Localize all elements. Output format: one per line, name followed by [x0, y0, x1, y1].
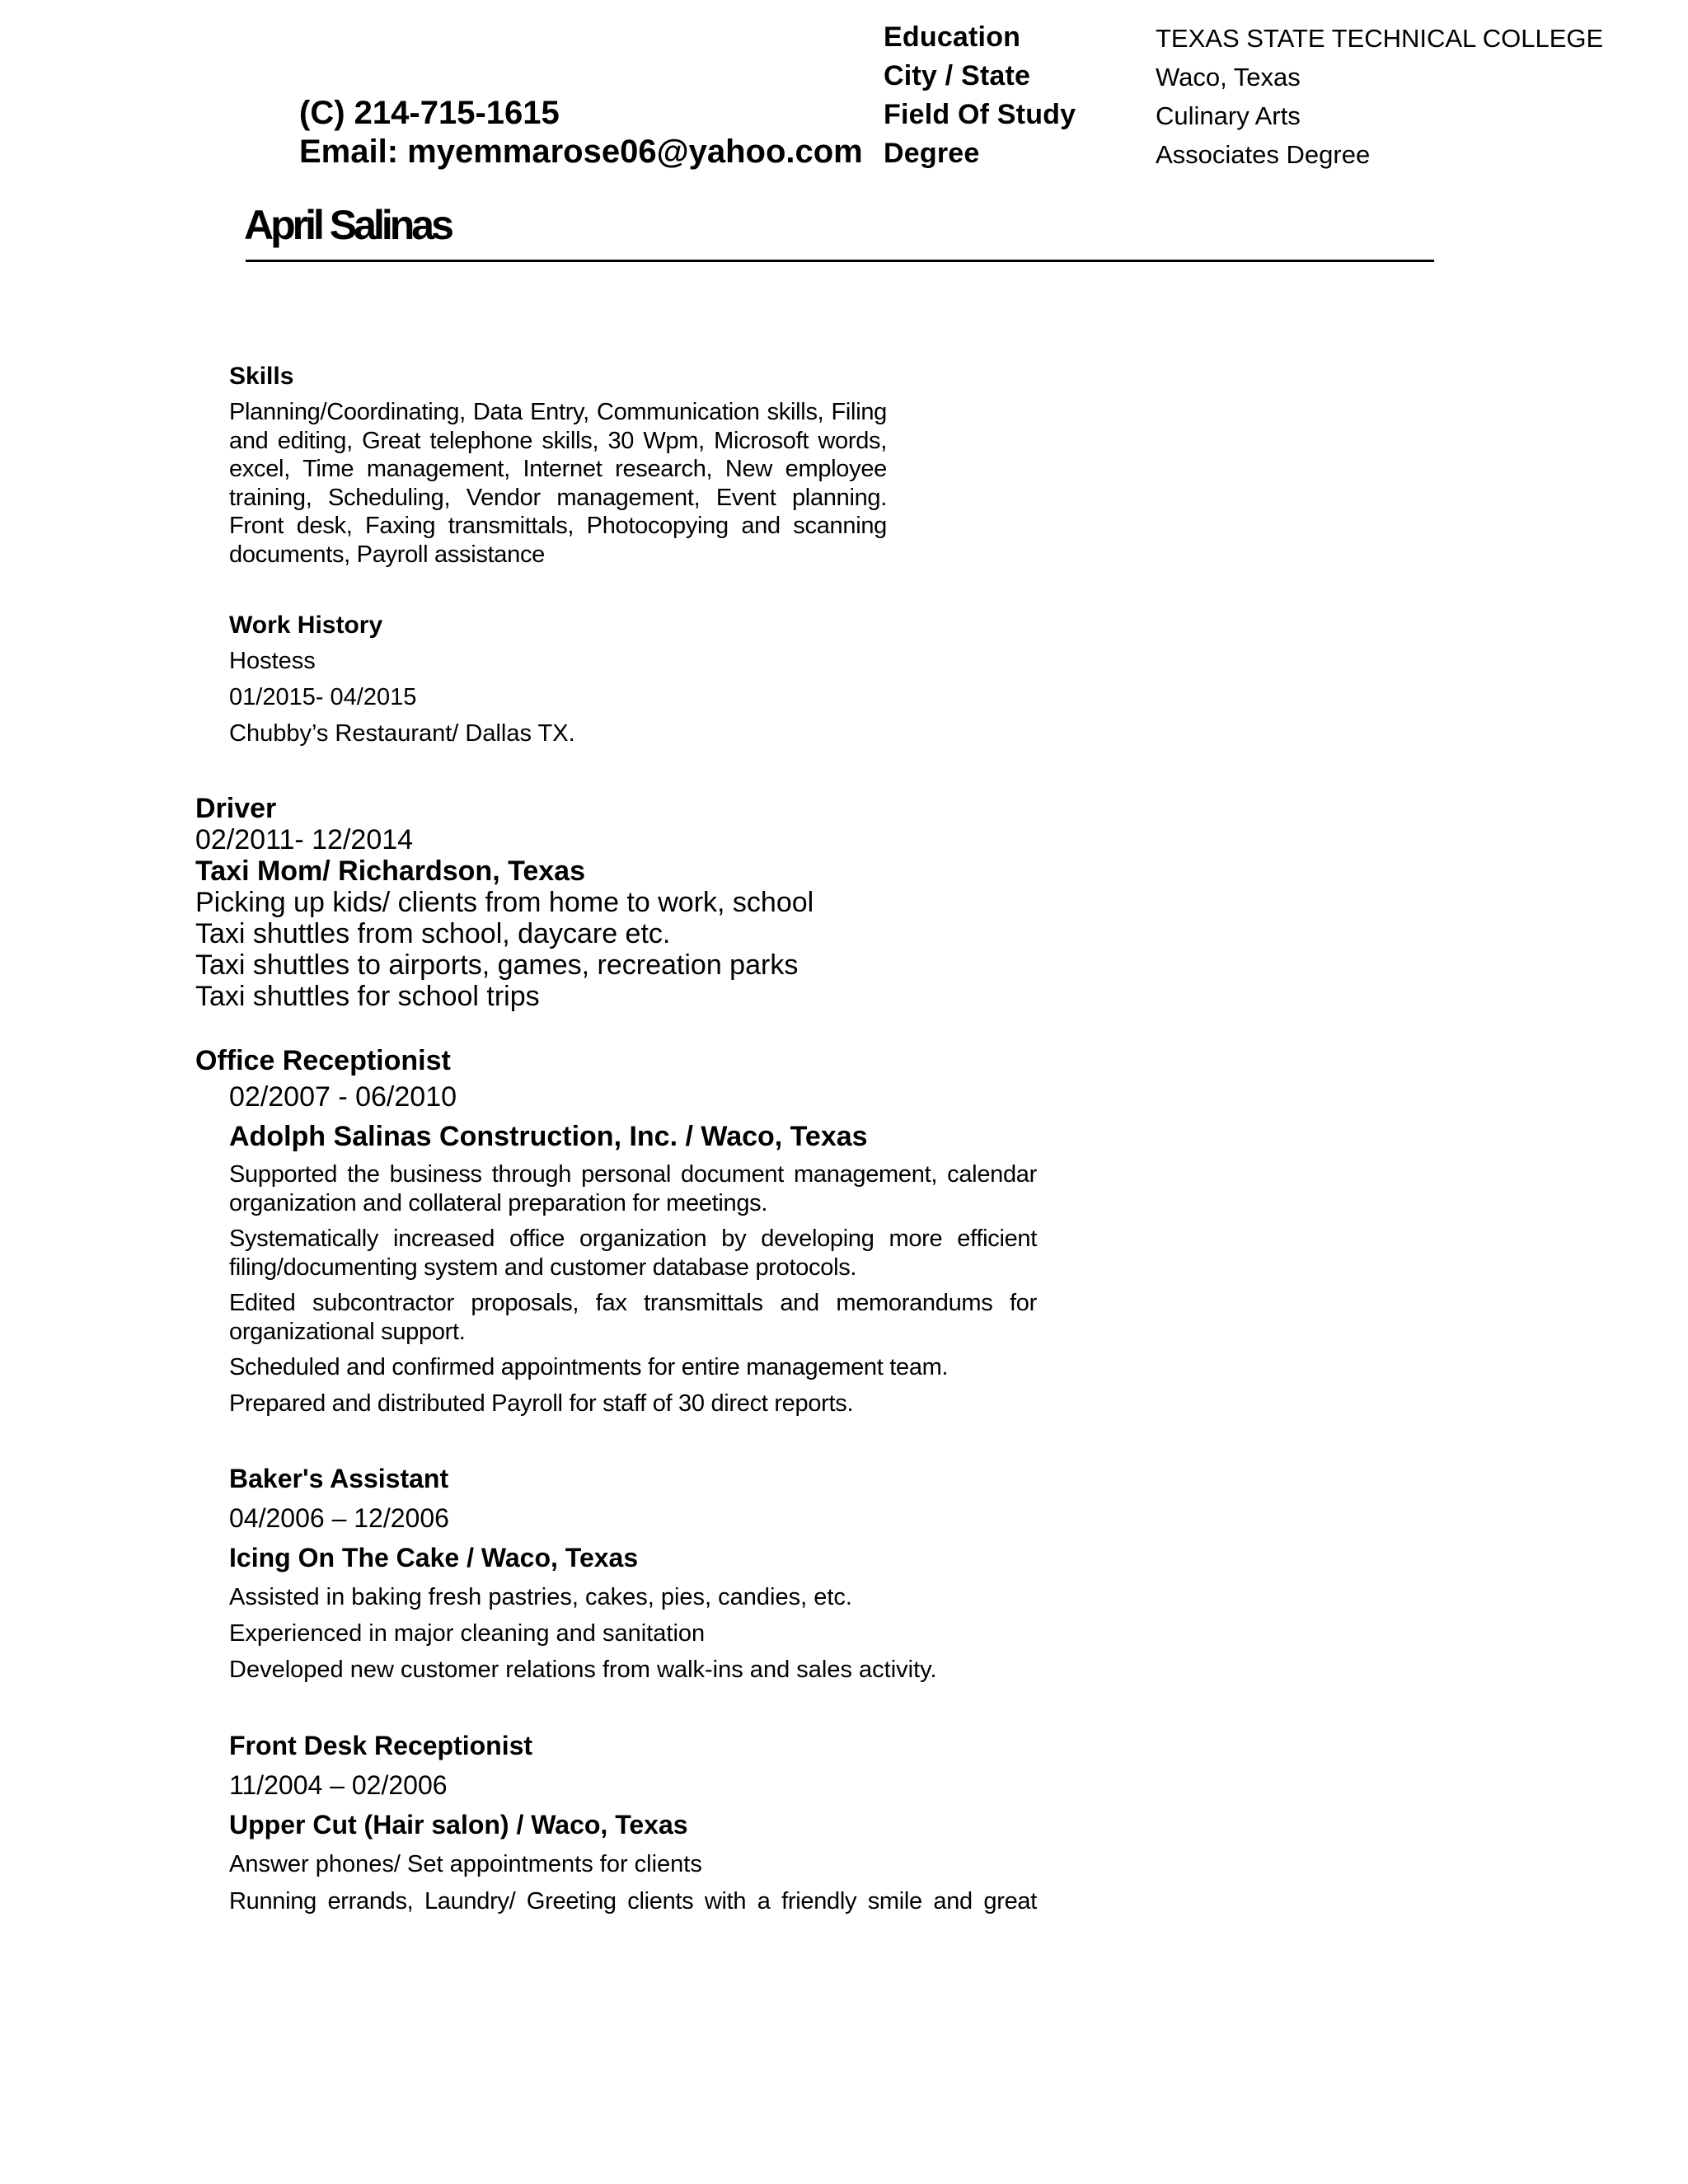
- driver-title: Driver: [195, 793, 277, 824]
- bakers-assistant-bullet: Developed new customer relations from walk-ins and sales activity.: [229, 1657, 937, 1683]
- contact-phone: (C) 214-715-1615: [299, 95, 560, 131]
- front-desk-employer: Upper Cut (Hair salon) / Waco, Texas: [229, 1810, 688, 1840]
- hostess-employer: Chubby’s Restaurant/ Dallas TX.: [229, 720, 575, 747]
- skills-text: Planning/Coordinating, Data Entry, Communication skills, Filing and editing, Great telephone skills, 30 Wpm, Microsoft words, excel, Time management, Internet research, New employee training, Scheduling, Vendor management, Event planning. Front desk, Faxing transmittals, Photocopying and scanning documents, Payroll assistance: [229, 399, 887, 568]
- degree-label: Degree: [884, 138, 980, 169]
- driver-dates: 02/2011- 12/2014: [195, 824, 414, 855]
- driver-bullet: Taxi shuttles to airports, games, recreation parks: [195, 949, 799, 981]
- front-desk-bullet: Answer phones/ Set appointments for clients: [229, 1851, 702, 1877]
- front-desk-dates: 11/2004 – 02/2006: [229, 1770, 448, 1800]
- name-divider: [246, 260, 1434, 262]
- city-state-label: City / State: [884, 60, 1031, 91]
- bakers-assistant-title: Baker's Assistant: [229, 1464, 449, 1493]
- contact-email: Email: myemmarose06@yahoo.com: [299, 134, 863, 170]
- degree-value: Associates Degree: [1156, 140, 1371, 169]
- office-receptionist-bullet: Prepared and distributed Payroll for staff of 30 direct reports.: [229, 1390, 854, 1417]
- bakers-assistant-dates: 04/2006 – 12/2006: [229, 1503, 449, 1533]
- field-of-study-value: Culinary Arts: [1156, 101, 1301, 130]
- education-label: Education: [884, 21, 1021, 53]
- hostess-dates: 01/2015- 04/2015: [229, 684, 417, 710]
- candidate-name: April Salinas: [244, 202, 451, 248]
- driver-bullet: Taxi shuttles for school trips: [195, 981, 540, 1012]
- front-desk-bullet: Running errands, Laundry/ Greeting clients with a friendly smile and great: [229, 1888, 1037, 1915]
- office-receptionist-bullet: Supported the business through personal document management, calendar organization and collateral preparation for meetings.: [229, 1161, 1037, 1216]
- office-receptionist-bullet: Scheduled and confirmed appointments for entire management team.: [229, 1354, 949, 1380]
- bakers-assistant-employer: Icing On The Cake / Waco, Texas: [229, 1543, 639, 1572]
- field-of-study-label: Field Of Study: [884, 99, 1076, 130]
- office-receptionist-bullet: Edited subcontractor proposals, fax transmittals and memorandums for organizational support.: [229, 1290, 1037, 1345]
- bakers-assistant-bullet: Assisted in baking fresh pastries, cakes, pies, candies, etc.: [229, 1584, 852, 1610]
- office-receptionist-employer: Adolph Salinas Construction, Inc. / Waco, Texas: [229, 1121, 868, 1152]
- city-state-value: Waco, Texas: [1156, 63, 1301, 91]
- office-receptionist-dates: 02/2007 - 06/2010: [229, 1081, 457, 1113]
- driver-employer: Taxi Mom/ Richardson, Texas: [195, 855, 585, 887]
- skills-heading: Skills: [229, 363, 294, 390]
- education-value: TEXAS STATE TECHNICAL COLLEGE: [1156, 24, 1604, 53]
- front-desk-title: Front Desk Receptionist: [229, 1731, 533, 1760]
- driver-bullet: Taxi shuttles from school, daycare etc.: [195, 918, 671, 949]
- office-receptionist-title: Office Receptionist: [195, 1045, 451, 1076]
- driver-bullet: Picking up kids/ clients from home to work, school: [195, 887, 814, 918]
- office-receptionist-bullet: Systematically increased office organization by developing more efficient filing/documenting system and customer database protocols.: [229, 1226, 1037, 1281]
- bakers-assistant-bullet: Experienced in major cleaning and sanitation: [229, 1620, 706, 1647]
- hostess-title: Hostess: [229, 648, 316, 674]
- work-history-heading: Work History: [229, 612, 383, 639]
